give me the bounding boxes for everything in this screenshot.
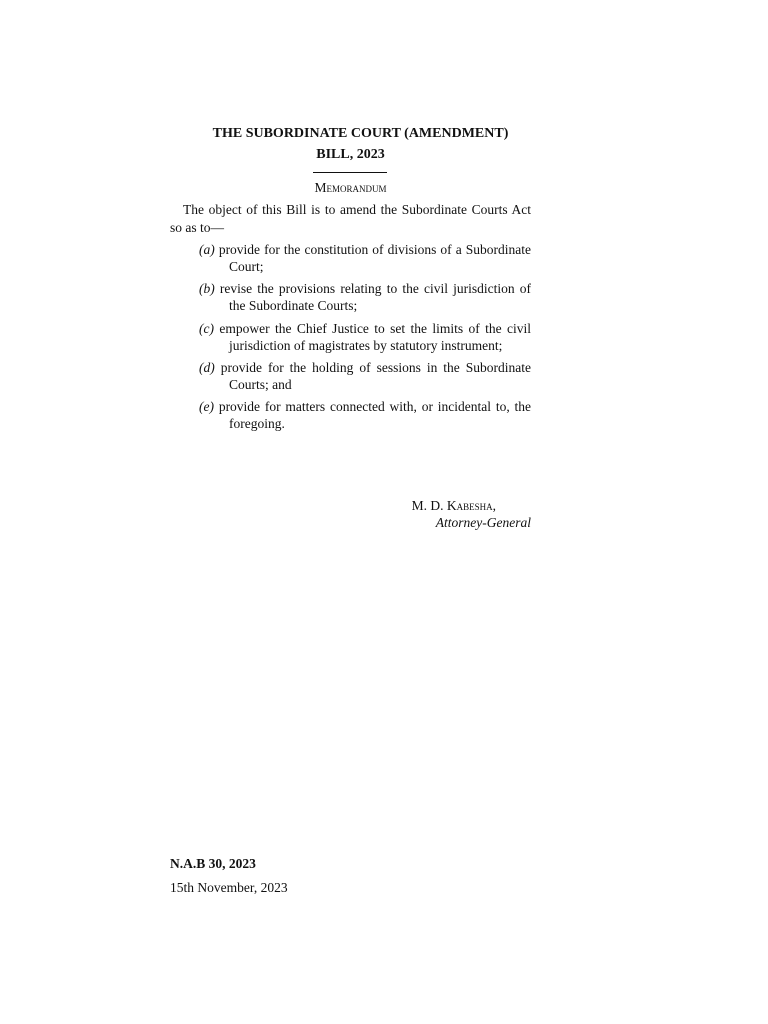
item-letter: (c) xyxy=(199,321,214,336)
item-letter: (d) xyxy=(199,360,215,375)
item-letter: (a) xyxy=(199,242,215,257)
signatory-suffix: , xyxy=(492,498,496,513)
item-text: provide for the constitution of divisions of a Subordinate Court; xyxy=(218,242,532,274)
memorandum-item xyxy=(170,320,531,354)
item-text: provide for matters connected with, or incidental to, the foregoing. xyxy=(218,399,532,431)
memorandum-item xyxy=(170,359,531,393)
memorandum-intro: The object of this Bill is to amend the Subordinate Courts Act so as to— xyxy=(170,202,531,235)
bill-reference: N.A.B 30, 2023 xyxy=(170,856,256,871)
memorandum-item xyxy=(170,398,531,432)
item-letter: (e) xyxy=(199,399,214,414)
item-letter: (b) xyxy=(199,281,215,296)
memorandum-heading: Memorandum xyxy=(314,180,387,195)
signatory-surname: Kabesha xyxy=(446,498,493,513)
item-text: revise the provisions relating to the civil jurisdiction of the Subordinate Courts; xyxy=(219,281,531,313)
item-text: provide for the holding of sessions in the Subordinate Courts; and xyxy=(220,360,531,392)
signatory-initials: M. D. xyxy=(411,498,447,513)
bill-date: 15th November, 2023 xyxy=(170,880,288,895)
memorandum-item xyxy=(170,280,531,314)
bill-title-line-1: THE SUBORDINATE COURT (AMENDMENT) xyxy=(212,126,509,141)
bill-title-line-2: BILL, 2023 xyxy=(316,147,385,162)
memorandum-item xyxy=(170,241,531,275)
signatory-name xyxy=(170,497,496,515)
signatory-title: Attorney-General xyxy=(435,515,531,530)
item-text: empower the Chief Justice to set the limits of the civil jurisdiction of magistrates by statutory instrument; xyxy=(219,321,532,353)
title-divider xyxy=(313,172,387,173)
